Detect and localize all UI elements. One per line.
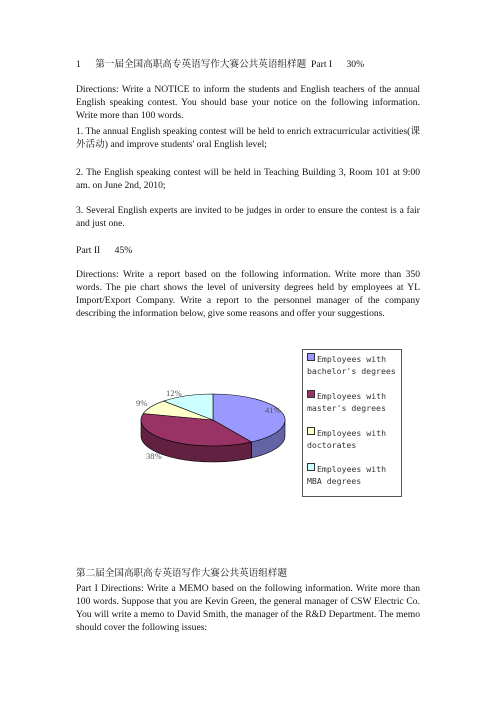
legend-label: Employees with master's degrees <box>307 391 387 413</box>
pie-label-doctorate: 9% <box>136 398 148 408</box>
legend-item-doctorate <box>307 427 399 451</box>
legend-item-master <box>307 390 399 414</box>
second-body: Part I Directions: Write a MEMO based on the following information. Write more than 100 words. Suppose that you are Kevin Green, the general manager of CSW Electric Co. You will write a memo to David Smith, the manager of the R&D Department. The memo should cover the following issues: <box>76 583 420 633</box>
pie-label-master: 38% <box>146 451 162 461</box>
legend-item-mba <box>307 463 399 487</box>
header-title: 第一届全国高职高专英语写作大赛公共英语组样题 <box>95 59 307 70</box>
pie-label-mba: 12% <box>166 388 182 398</box>
legend-swatch <box>307 427 315 435</box>
part1-item-3: 3. Several English experts are invited to be judges in order to ensure the contest is a fair and just one. <box>76 205 420 229</box>
legend-swatch <box>307 353 315 361</box>
legend-swatch <box>307 463 315 471</box>
chart-legend <box>302 349 402 497</box>
part1-item-2: 2. The English speaking contest will be held in Teaching Building 3, Room 101 at 9:00 am. on June 2nd, 2010; <box>76 167 420 191</box>
legend-swatch <box>307 390 315 398</box>
part2-label: Part II <box>76 245 101 256</box>
part1-header <box>76 58 396 71</box>
legend-label: Employees with bachelor's degrees <box>307 354 396 376</box>
legend-label: Employees with MBA degrees <box>307 464 387 486</box>
part1-directions: Directions: Write a NOTICE to inform the students and English teachers of the annual English speaking contest. You should base your notice on the following information. Write more than 100 words. <box>76 84 420 121</box>
second-title: 第二届全国高职高专英语写作大赛公共英语组样题 <box>76 568 288 579</box>
part1-item-1: 1. The annual English speaking contest will be held to enrich extracurricular activities(课外活动) and improve students' oral English level; <box>76 126 420 150</box>
part2-directions: Directions: Write a report based on the following information. Write more than 350 words. The pie chart shows the level of university degrees held by employees at YL Import/Export Company. Write a report to the personnel manager of the company describing the information below, give some reasons and offer your suggestions. <box>76 269 420 319</box>
header-number: 1 <box>76 59 81 70</box>
part2-heading <box>76 244 276 257</box>
pie-label-bachelor: 41% <box>265 405 281 415</box>
part2-percent: 45% <box>114 245 133 256</box>
legend-item-bachelor <box>307 353 399 377</box>
legend-label: Employees with doctorates <box>307 428 387 450</box>
header-percent: 30% <box>346 59 365 70</box>
header-part: Part I <box>311 59 333 70</box>
